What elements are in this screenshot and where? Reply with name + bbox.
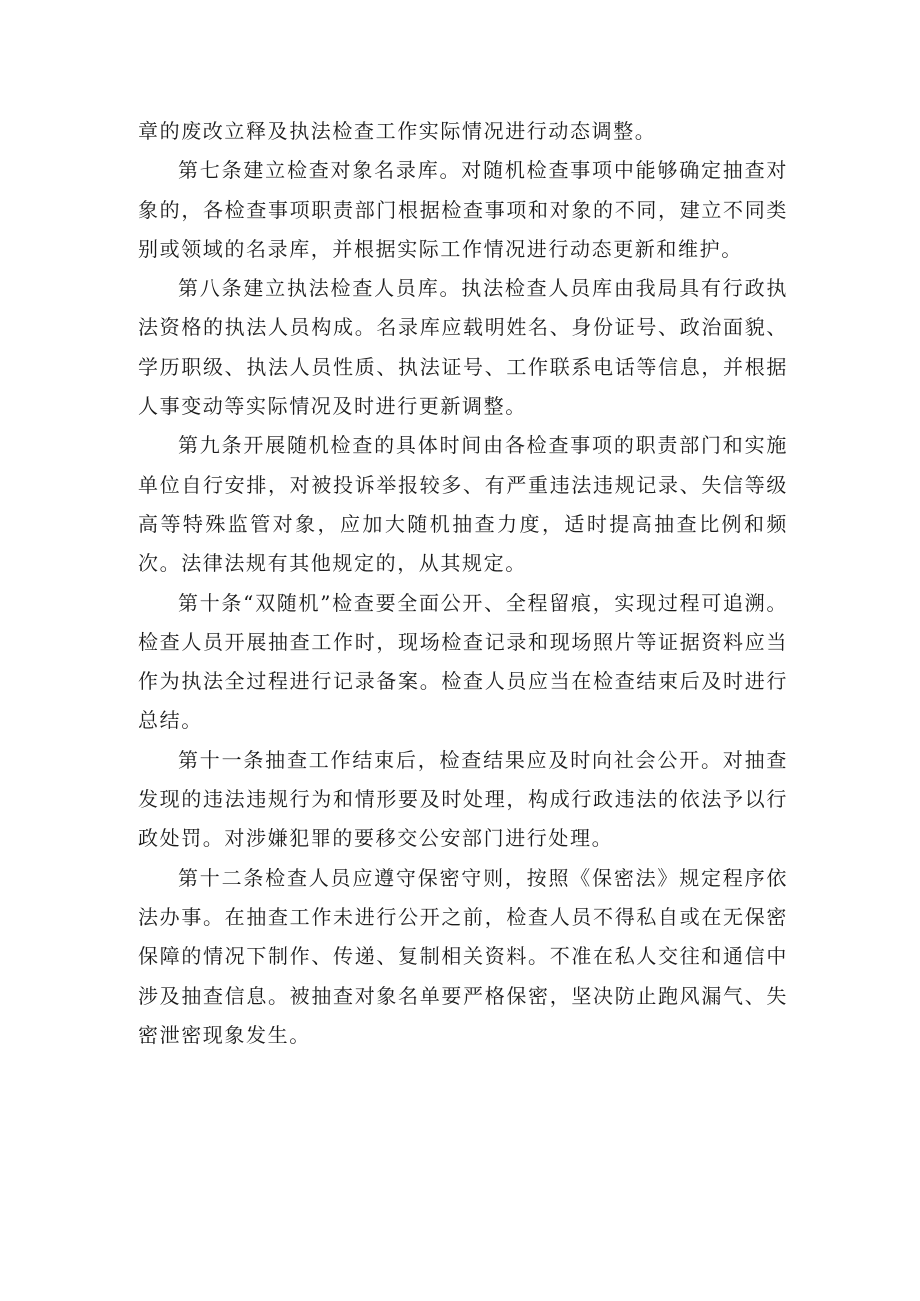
paragraph-continuation: 章的废改立释及执法检查工作实际情况进行动态调整。 (138, 119, 657, 143)
paragraph-article-9: 第九条开展随机检查的具体时间由各检查事项的职责部门和实施单位自行安排，对被投诉举报较多、有严重违法违规记录、失信等级高等特殊监管对象，应加大随机抽查力度，适时提高抽查比例和频次。法律法规有其他规定的，从其规定。 (138, 433, 788, 576)
paragraph-article-11: 第十一条抽查工作结束后，检查结果应及时向社会公开。对抽查发现的违法违规行为和情形要及时处理，构成行政违法的依法予以行政处罚。对涉嫌犯罪的要移交公安部门进行处理。 (138, 747, 788, 851)
document-body (138, 112, 788, 1055)
paragraph-article-8: 第八条建立执法检查人员库。执法检查人员库由我局具有行政执法资格的执法人员构成。名录库应载明姓名、身份证号、政治面貌、学历职级、执法人员性质、执法证号、工作联系电话等信息，并根据人事变动等实际情况及时进行更新调整。 (138, 276, 788, 419)
paragraph-article-7: 第七条建立检查对象名录库。对随机检查事项中能够确定抽查对象的，各检查事项职责部门根据检查事项和对象的不同，建立不同类别或领域的名录库，并根据实际工作情况进行动态更新和维护。 (138, 158, 788, 261)
paragraph-article-10: 第十条“双随机”检查要全面公开、全程留痕，实现过程可追溯。检查人员开展抽查工作时，现场检查记录和现场照片等证据资料应当作为执法全过程进行记录备案。检查人员应当在检查结束后及时进行总结。 (138, 590, 788, 733)
paragraph-article-12: 第十二条检查人员应遵守保密守则，按照《保密法》规定程序依法办事。在抽查工作未进行公开之前，检查人员不得私自或在无保密保障的情况下制作、传递、复制相关资料。不准在私人交往和通信中涉及抽查信息。被抽查对象名单要严格保密，坚决防止跑风漏气、失密泄密现象发生。 (138, 865, 788, 1047)
